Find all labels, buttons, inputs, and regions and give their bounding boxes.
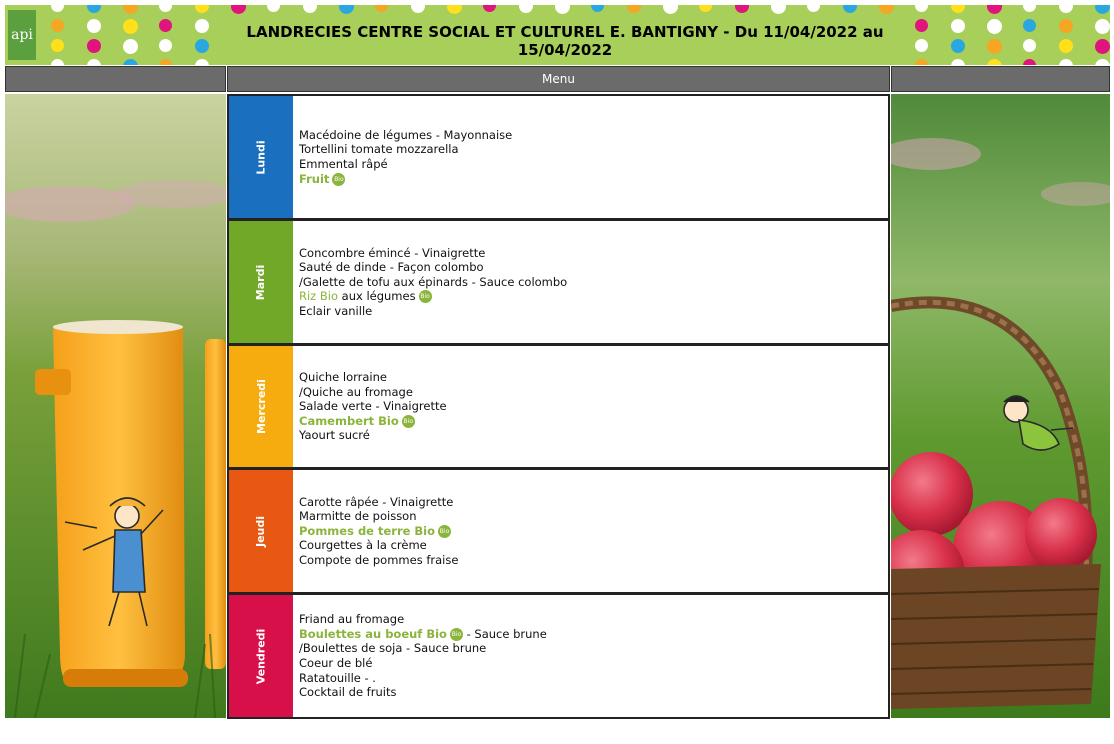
- bio-dish-text: Pommes de terre Bio: [299, 523, 436, 538]
- bio-leaf-icon: Bio: [438, 525, 451, 538]
- page-title: [235, 23, 895, 59]
- logo-text: api: [11, 27, 33, 43]
- day-label: [229, 221, 293, 343]
- dish-item: [299, 414, 447, 429]
- polka-dot: [951, 19, 965, 33]
- dish-item: [299, 685, 547, 700]
- polka-dot: [51, 59, 64, 65]
- dish-item: [299, 260, 567, 275]
- polka-dot: [339, 5, 354, 14]
- dish-list: [299, 221, 567, 343]
- menu-header-label: Menu: [542, 72, 575, 86]
- dish-text: Carotte râpée - Vinaigrette: [299, 494, 454, 509]
- polka-dot: [519, 5, 533, 13]
- polka-dot: [267, 5, 280, 12]
- polka-dot: [51, 5, 64, 12]
- polka-dot: [555, 5, 570, 14]
- polka-dot: [195, 5, 209, 13]
- dish-item: [299, 172, 512, 187]
- dish-item: [299, 304, 567, 319]
- polka-dot: [483, 5, 496, 12]
- polka-dot: [123, 19, 138, 34]
- polka-dot: [159, 39, 172, 52]
- day-row-vendredi: [227, 593, 890, 719]
- dish-item: [299, 385, 447, 400]
- header-banner: [5, 5, 1110, 65]
- bio-leaf-icon: Bio: [419, 290, 432, 303]
- dish-list: [299, 346, 447, 467]
- boots-photo: [5, 94, 226, 718]
- title-line-2: 15/04/2022: [517, 41, 613, 59]
- day-row-mercredi: [227, 344, 890, 469]
- bio-dish-text: Riz Bio: [299, 289, 338, 304]
- polka-dot: [123, 39, 138, 54]
- dish-item: [299, 275, 567, 290]
- dish-item: [299, 289, 567, 304]
- dish-text: Salade verte - Vinaigrette: [299, 399, 447, 414]
- polka-dot: [1023, 59, 1036, 65]
- day-label: [229, 470, 293, 592]
- polka-dot: [1023, 39, 1036, 52]
- polka-dot: [1023, 19, 1036, 32]
- polka-dot: [987, 59, 1002, 65]
- day-label: [229, 346, 293, 467]
- day-name: Lundi: [254, 139, 268, 175]
- polka-dot: [1095, 19, 1110, 34]
- dish-list: [299, 96, 512, 218]
- polka-dot: [987, 39, 1002, 54]
- polka-dot: [663, 5, 678, 14]
- left-header-bar: [5, 66, 226, 92]
- polka-dot: [807, 5, 820, 12]
- day-row-jeudi: [227, 468, 890, 594]
- polka-dot: [1059, 59, 1073, 65]
- day-row-lundi: [227, 94, 890, 220]
- polka-dot: [951, 5, 965, 13]
- api-logo: [8, 10, 36, 60]
- polka-dot: [987, 19, 1002, 34]
- boots-illustration: [5, 94, 226, 718]
- polka-dot: [195, 19, 209, 33]
- dish-text: Coeur de blé: [299, 656, 373, 670]
- dish-list: [299, 470, 458, 592]
- dish-text: Quiche lorraine: [299, 370, 387, 385]
- title-line-1: LANDRECIES CENTRE SOCIAL ET CULTUREL E. BANTIGNY - Du 11/04/2022 au: [246, 23, 884, 41]
- menu-header-bar: [227, 66, 890, 92]
- polka-dot: [195, 39, 209, 53]
- polka-dot: [1023, 5, 1036, 12]
- polka-dot: [87, 19, 101, 33]
- dish-text: /Galette de tofu aux épinards - Sauce colombo: [299, 274, 568, 289]
- polka-dot: [591, 5, 604, 12]
- polka-dot: [1059, 5, 1073, 13]
- polka-dot: [1095, 59, 1110, 65]
- dish-text: /Boulettes de soja - Sauce brune: [299, 641, 487, 656]
- dish-item: [299, 671, 547, 686]
- day-label: [229, 595, 293, 717]
- dish-item: [299, 495, 458, 510]
- polka-dot: [123, 5, 138, 14]
- dish-item: [299, 656, 547, 671]
- right-header-bar: [891, 66, 1110, 92]
- day-label: [229, 96, 293, 218]
- polka-dot: [159, 59, 172, 65]
- polka-dot: [159, 19, 172, 32]
- dish-text: Friand au fromage: [299, 612, 405, 627]
- polka-dot: [879, 5, 894, 14]
- polka-dot: [915, 59, 928, 65]
- polka-dot: [843, 5, 857, 13]
- polka-dot: [159, 5, 172, 12]
- polka-dot: [915, 39, 928, 52]
- polka-dot: [915, 19, 928, 32]
- dish-item: [299, 612, 547, 627]
- bio-leaf-icon: Bio: [332, 173, 345, 186]
- dish-text: Ratatouille - .: [299, 670, 376, 685]
- dish-text: Concombre émincé - Vinaigrette: [299, 245, 486, 260]
- polka-dot: [375, 5, 388, 12]
- bio-dish-text: Boulettes au boeuf Bio: [299, 626, 447, 641]
- polka-dot: [195, 59, 209, 65]
- dish-text: Sauté de dinde - Façon colombo: [299, 260, 484, 275]
- day-row-mardi: [227, 219, 890, 345]
- dish-list: [299, 595, 547, 717]
- dish-text: Compote de pommes fraise: [299, 552, 459, 567]
- polka-dot: [987, 5, 1002, 14]
- polka-dot: [87, 59, 101, 65]
- polka-dot: [1095, 39, 1110, 54]
- dish-item: [299, 641, 547, 656]
- polka-dot: [1059, 19, 1073, 33]
- dish-item: [299, 509, 458, 524]
- dish-text: Tortellini tomate mozzarella: [299, 142, 459, 157]
- polka-dot: [303, 5, 317, 13]
- day-name: Mardi: [254, 264, 268, 300]
- apple-basket-photo: [891, 94, 1110, 718]
- dish-item: [299, 142, 512, 157]
- polka-dot: [87, 39, 101, 53]
- dish-text: /Quiche au fromage: [299, 384, 413, 399]
- dish-item: [299, 128, 512, 143]
- polka-dot: [447, 5, 462, 14]
- dish-item: [299, 157, 512, 172]
- polka-dot: [87, 5, 101, 13]
- dish-item: [299, 538, 458, 553]
- dish-item: [299, 370, 447, 385]
- dish-text: Courgettes à la crème: [299, 538, 427, 553]
- dish-item: [299, 553, 458, 568]
- apple-basket-illustration: [891, 94, 1110, 718]
- dish-text: Macédoine de légumes - Mayonnaise: [299, 127, 513, 142]
- dish-text: Marmitte de poisson: [299, 509, 417, 524]
- polka-dot: [51, 19, 64, 32]
- day-name: Vendredi: [254, 628, 268, 684]
- polka-dot: [1059, 39, 1073, 53]
- dish-text: Emmental râpé: [299, 157, 388, 171]
- dish-item: [299, 524, 458, 539]
- dish-text: aux légumes: [338, 289, 416, 304]
- dish-text: - Sauce brune: [462, 626, 547, 641]
- dish-item: [299, 399, 447, 414]
- polka-dot: [1095, 5, 1110, 14]
- day-name: Mercredi: [254, 379, 268, 434]
- dish-text: Yaourt sucré: [299, 428, 370, 443]
- polka-dot: [951, 39, 965, 53]
- polka-dot: [951, 59, 965, 65]
- polka-dot: [231, 5, 246, 14]
- polka-dot: [915, 5, 928, 12]
- dish-item: [299, 627, 547, 642]
- polka-dot: [627, 5, 641, 13]
- weekly-menu: [227, 94, 890, 718]
- bio-dish-text: Camembert Bio: [299, 413, 399, 428]
- dish-item: [299, 428, 447, 443]
- dish-item: [299, 246, 567, 261]
- polka-dot: [123, 59, 138, 65]
- bio-leaf-icon: Bio: [402, 415, 415, 428]
- bio-leaf-icon: Bio: [450, 628, 463, 641]
- dish-text: Eclair vanille: [299, 303, 373, 318]
- polka-dot: [771, 5, 786, 14]
- polka-dot: [411, 5, 425, 13]
- polka-dot: [51, 39, 64, 52]
- dish-text: Cocktail de fruits: [299, 685, 397, 700]
- bio-dish-text: Fruit: [299, 171, 330, 186]
- day-name: Jeudi: [254, 515, 268, 547]
- polka-dot: [699, 5, 712, 12]
- polka-dot: [735, 5, 749, 13]
